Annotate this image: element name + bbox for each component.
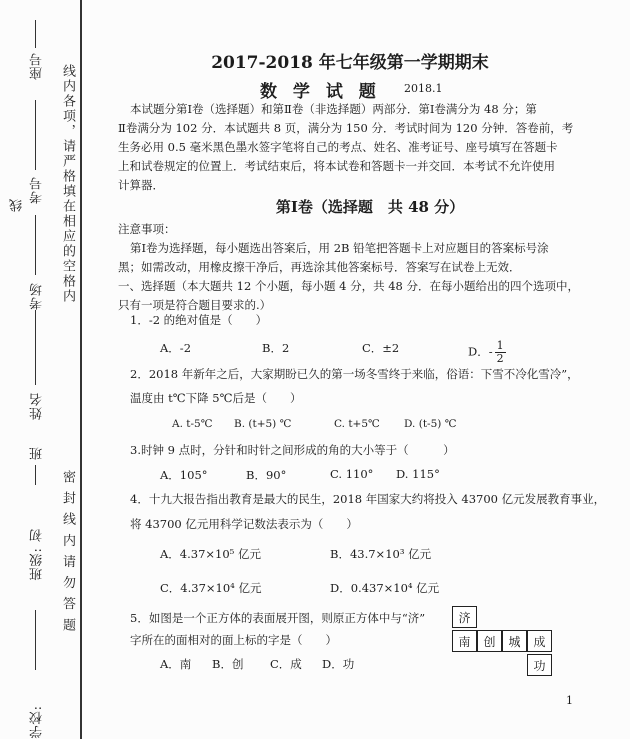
line-char: 线 [10,198,25,212]
notice-line-1: 第Ⅰ卷为选择题，每小题选出答案后，用 2B 铅笔把答题卡上对应题目的答案标号涂 [130,241,549,255]
instruction-line-1: 一、选择题（本大题共 12 个小题，每小题 4 分，共 48 分．在每小题给出的四个选项中， [118,279,580,293]
binding-line [80,0,82,739]
question-2-stem: 2．2018 年新年之后，大家期盼已久的第一场冬雪终于来临，俗语：下雪不冷化雪冷”， [130,367,579,381]
no-answer-notice: 密 封 线 内 请 勿 答 题 [60,470,75,633]
section-title: 第Ⅰ卷（选择题 共 48 分） [275,198,465,216]
page-number: 1 [566,694,573,707]
exam-no-label: 考号 [30,176,45,204]
intro-line-3: 生务必用 0.5 毫米黑色墨水签字笔将自己的考点、姓名、准考证号、座号填写在答题卡 [118,140,558,154]
seat-label: 座号 [30,52,45,80]
intro-line-2: Ⅱ卷满分为 102 分．本试题共 8 页，满分为 150 分．考试时间为 120 分钟．答卷前，考 [118,121,574,135]
question-4-option-b: B．43.7×10³ 亿元 [330,547,432,561]
question-4-stem: 4．十九大报告指出教育是最大的民生，2018 年国家大约将投入 43700 亿元发展教育事业， [130,492,606,506]
question-3-option-c: C. 110° [330,467,374,481]
net-cell-bottom: 功 [527,654,552,676]
question-1-option-c: C．±2 [362,341,400,355]
question-4-option-a: A．4.37×10⁵ 亿元 [160,547,261,561]
seat-blank [35,20,36,48]
net-cell-1: 南 [452,630,477,652]
school-label: 学校: [30,705,45,739]
question-3-option-d: D. 115° [396,467,440,481]
question-5-stem: 5．如图是一个正方体的表面展开图，则原正方体中与“济” [130,611,426,625]
question-5-option-b: B．创 [212,657,244,671]
question-2-option-a: A. t-5℃ [172,418,213,430]
question-4-option-d: D．0.437×10⁴ 亿元 [330,581,440,595]
fraction-numerator: 1 [496,339,504,352]
exam-room-blank [35,215,36,275]
question-1-option-d-label: D．- [468,344,493,359]
school-blank [35,610,36,670]
exam-room-label: 考场 [30,282,45,310]
class-blank [35,465,36,485]
fraction [495,340,506,365]
question-3-option-a: A．105° [160,468,208,482]
exam-subtitle: 数 学 试 题 [260,82,381,102]
question-4-option-c: C．4.37×10⁴ 亿元 [160,581,262,595]
class-suffix: 班 [30,446,45,460]
question-3-stem: 3.时钟 9 点时，分针和时针之间形成的角的大小等于（ ） [130,443,455,457]
net-cell-3: 城 [502,630,527,652]
question-5-stem-2: 字所在的面相对的面上标的字是（ ） [130,633,337,647]
question-2-stem-2: 温度由 t℃下降 5℃后是（ ） [130,391,302,405]
binding-strip [0,0,80,739]
question-2-option-c: C. t+5℃ [334,418,380,430]
net-cell-4: 成 [527,630,552,652]
question-1-option-d [468,340,506,365]
question-5-option-c: C．成 [270,657,302,671]
exam-no-blank [35,100,36,170]
class-label: 班级: 初 [30,528,45,581]
intro-line-5: 计算器． [118,178,164,192]
fill-instruction: 线内各项，请严格填在相应的空格内 [60,64,75,304]
net-cell-top: 济 [452,606,477,628]
question-5-option-d: D．功 [322,657,355,671]
exam-title: 2017-2018 年七年级第一学期期末 [211,53,489,73]
intro-line-4: 上和试卷规定的位置上．考试结束后，将本试卷和答题卡一并交回．本考试不允许使用 [118,159,555,173]
question-5-option-a: A．南 [160,657,192,671]
question-1-stem: 1．-2 的绝对值是（ ） [130,313,268,327]
net-cell-2: 创 [477,630,502,652]
instruction-line-2: 只有一项是符合题目要求的.） [118,298,272,312]
intro-line-1: 本试题分第Ⅰ卷（选择题）和第Ⅱ卷（非选择题）两部分．第Ⅰ卷满分为 48 分；第 [130,102,537,116]
question-1-option-a: A．-2 [160,341,192,355]
question-3-option-b: B．90° [246,468,287,482]
name-blank [35,310,36,385]
question-1-option-b: B．2 [262,341,290,355]
question-2-option-d: D. (t-5) ℃ [404,418,457,430]
notice-line-2: 黑；如需改动，用橡皮擦干净后，再选涂其他答案标号．答案写在试卷上无效． [118,260,521,274]
exam-date: 2018.1 [404,82,443,95]
fraction-denominator: 2 [496,352,504,365]
question-4-stem-2: 将 43700 亿元用科学记数法表示为（ ） [130,517,358,531]
notice-label: 注意事项： [118,222,176,236]
question-2-option-b: B. (t+5) ℃ [234,418,292,430]
name-label: 姓名 [30,392,45,420]
